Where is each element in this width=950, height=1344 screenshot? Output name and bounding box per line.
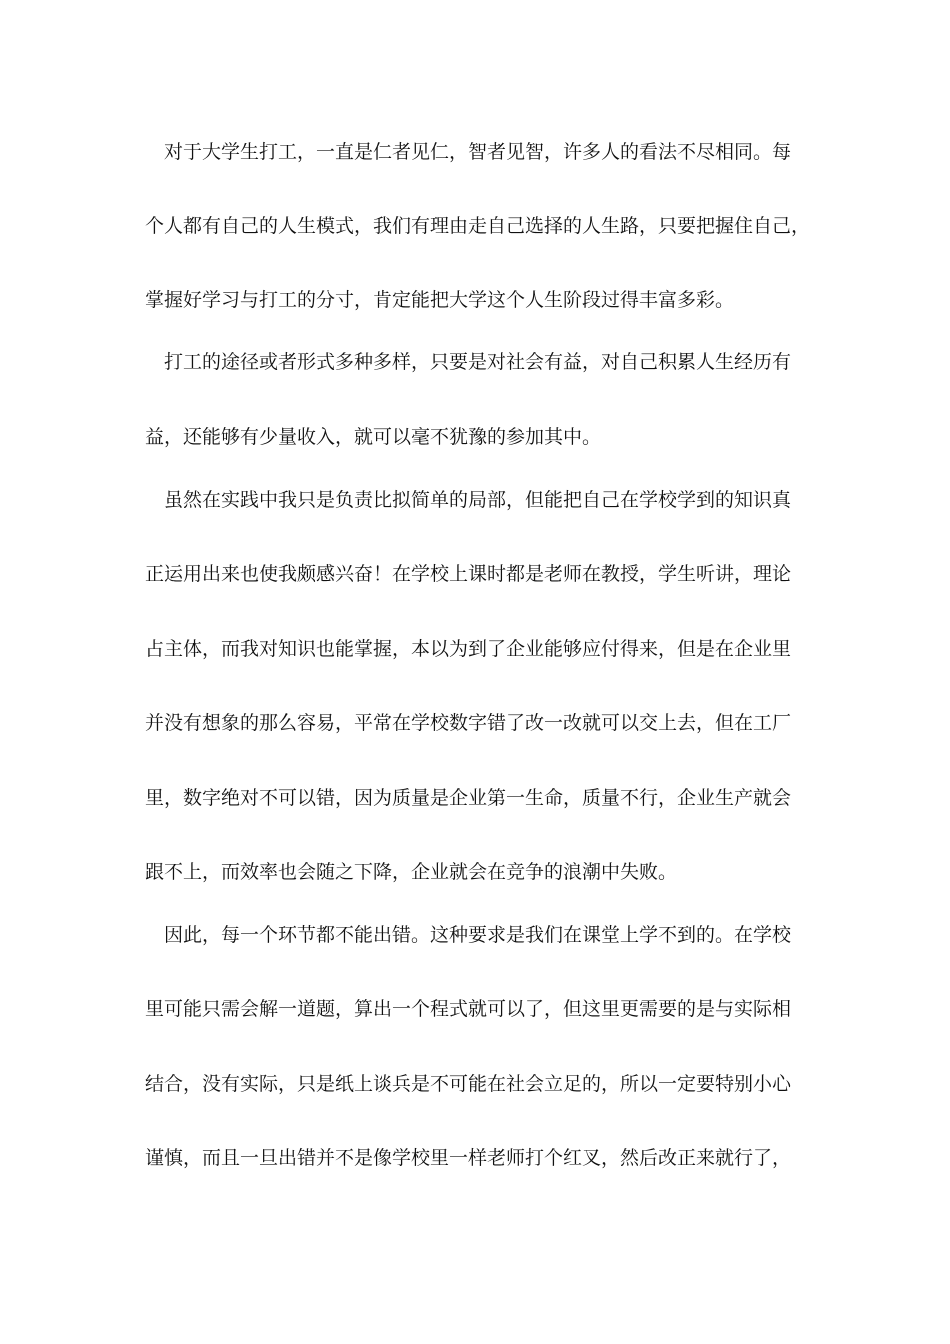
paragraph-4-line-4: 谨慎，而且一旦出错并不是像学校里一样老师打个红叉，然后改正来就行了， xyxy=(145,1147,792,1169)
paragraph-3-line-4: 并没有想象的那么容易，平常在学校数字错了改一改就可以交上去，但在工厂 xyxy=(145,712,792,734)
paragraph-3-line-6: 跟不上，而效率也会随之下降，企业就会在竞争的浪潮中失败。 xyxy=(145,861,678,883)
paragraph-3-line-2: 正运用出来也使我颇感兴奋！在学校上课时都是老师在教授，学生听讲，理论 xyxy=(145,563,792,585)
paragraph-2-line-2: 益，还能够有少量收入，就可以毫不犹豫的参加其中。 xyxy=(145,426,602,448)
paragraph-4-line-2: 里可能只需会解一道题，算出一个程式就可以了，但这里更需要的是与实际相 xyxy=(145,998,792,1020)
paragraph-1-line-3: 掌握好学习与打工的分寸，肯定能把大学这个人生阶段过得丰富多彩。 xyxy=(145,289,735,311)
paragraph-3-line-3: 占主体，而我对知识也能掌握，本以为到了企业能够应付得来，但是在企业里 xyxy=(145,638,792,660)
paragraph-4-line-3: 结合，没有实际，只是纸上谈兵是不可能在社会立足的，所以一定要特别小心 xyxy=(145,1073,792,1095)
paragraph-3-line-5: 里，数字绝对不可以错，因为质量是企业第一生命，质量不行，企业生产就会 xyxy=(145,787,792,809)
paragraph-4-line-1: 因此，每一个环节都不能出错。这种要求是我们在课堂上学不到的。在学校 xyxy=(164,924,792,946)
paragraph-1-line-2: 个人都有自己的人生模式，我们有理由走自己选择的人生路，只要把握住自己， xyxy=(145,215,811,237)
paragraph-2-line-1: 打工的途径或者形式多种多样，只要是对社会有益，对自己积累人生经历有 xyxy=(164,351,792,373)
paragraph-3-line-1: 虽然在实践中我只是负责比拟简单的局部，但能把自己在学校学到的知识真 xyxy=(164,489,792,511)
paragraph-1-line-1: 对于大学生打工，一直是仁者见仁，智者见智，许多人的看法不尽相同。每 xyxy=(164,141,792,163)
